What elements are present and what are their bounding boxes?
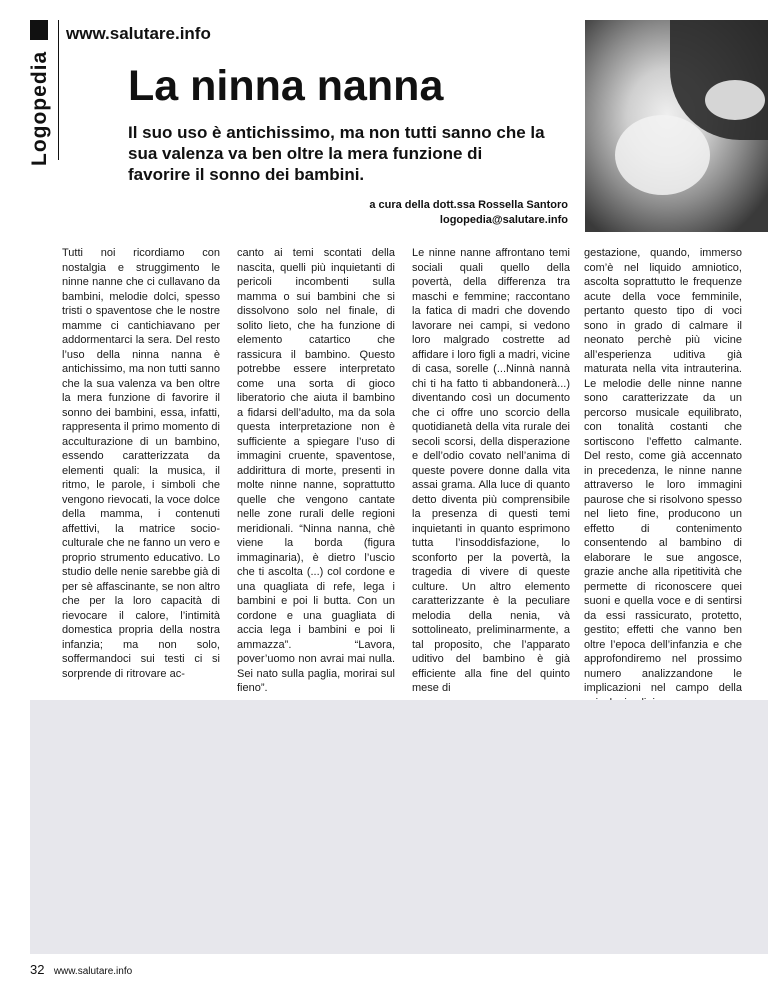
blank-ad-area	[30, 700, 768, 954]
article-subtitle: Il suo uso è antichissimo, ma non tutti sanno che la sua valenza va ben oltre la mera funzione di favorire il sonno dei bambini.	[128, 123, 545, 184]
byline-email[interactable]: logopedia@salutare.info	[439, 214, 568, 226]
article-body	[62, 246, 742, 694]
column-text	[584, 246, 742, 711]
article-column-2	[237, 246, 395, 696]
byline-author: a cura della dott.ssa Rossella Santoro	[369, 199, 568, 211]
section-divider	[58, 20, 59, 160]
article-column-4	[584, 246, 742, 711]
column-text: Tutti noi ricordiamo con nostalgia e struggimento le ninne nanne che ci cullavano da bambini, melodie dolci, spesso tristi o spaventose che le nostre mamme ci cantichiavano per addormentarci la sera. Del resto l’uso della ninna nanna è antichissimo, ma non tutti sanno che la sua valenza va ben oltre la mera funzione di favorire il sonno dei bambini, essa, infatti, rappresenta il primo momento di acculturazione di un bambino, essendo caratterizzata da elementi quali: la musica, il ritmo, le parole, i simboli che vengono rievocati, la voce dolce della mamma, i contenuti affettivi, la matrice socio-culturale che ne fanno un vero e proprio strumento educativo. Lo studio delle nenie sarebbe già di per sè affascinante, se non altro che per la loro capacità di rievocare il calore, l’intimità domestica propria della nostra infanzia; ma non solo, soffermandoci sui testi ci si sorprende di ritrovare ac-	[62, 247, 220, 680]
mother-baby-photo	[585, 20, 768, 232]
byline	[369, 198, 568, 228]
column-text: canto ai temi scontati della nascita, quelli più inquietanti di pericoli incombenti sulla mamma o sui bambini che si dissolvono solo nel finale, di solito lieto, che ha funzione di elemento catartico che rassicura il bambino. Questo potrebbe essere interpretato come una sorta di gioco liberatorio che aiuta il bambino a fidarsi dell’adulto, ma da sola questa interpretazione non è sufficiente a spiegare l’uso di immagini cruente, spaventose, addirittura di morte, presenti in molte ninne nanne, soprattutto quelle che vengono cantate nelle zone rurali delle regioni meridionali. “Ninna nanna, chè viene la borda (figura immaginaria), è dietro l’uscio che ti ascolta (...) col cordone e una quagliata di refe, lega i bambini e poi li butta. Con un cordone e una guagliata di accia lega i bambini e poi li ammazza”. “Lavora, pover’uomo non avrai mai nulla. Sei nato sulla paglia, morirai sul fieno”.	[237, 247, 395, 694]
column-text: Le ninne nanne affrontano temi sociali quali quello della povertà, della differenza tra maschi e femmine; raccontano la fatica di madri che dovendo lavorare nei campi, si vedono loro malgrado costrette ad affidare i loro figli a madri, vicine di casa, sorelle (...Ninnà nannà chi ti ha fatto ti abbandonerà...) diventando così un documento che ci offre uno scorcio della quotidianetà della vita rurale dei secoli scorsi, della disperazione e dell’odio covato nell’anima di queste povere donne dalla vita assai grama. Alla luce di quanto detto diventa più comprensibile la presenza di questi temi inquietanti in quanto esprimono tutta l’insoddisfazione, lo sconforto per la povertà, la tragedia di vivere di queste culture. Un altro elemento caratterizzante è la peculiare melodia della nenia, và sottolineato, preliminarmente, a tal proposito, che l’apparato uditivo del bambino è già efficiente alla fine del quinto mese di	[412, 247, 570, 694]
page-number: 32	[30, 962, 45, 977]
section-label: Logopedia	[28, 50, 51, 166]
footer-site-url[interactable]: www.salutare.info	[53, 966, 133, 977]
article-column-1	[62, 246, 220, 681]
site-url[interactable]: www.salutare.info	[66, 24, 211, 43]
page-footer	[30, 962, 132, 977]
photo-cheek-shape	[705, 80, 765, 120]
section-marker	[30, 20, 48, 40]
article-column-3	[412, 246, 570, 696]
article-title: La ninna nanna	[128, 62, 444, 110]
column-text-content: gestazione, quando, immerso com’è nel liquido amniotico, ascolta soprattutto le frequenze acute della voce femminile, pertanto questo tipo di voci sono in grado di calmare il neonato perchè più vicine all’esperienza uditiva già maturata nella vita intrauterina. Le melodie delle ninne nanne sono caratterizzate da un percorso musicale equilibrato, con tonalità costanti che sortiscono l’effetto calmante. Del resto, come già accennato in precedenza, le ninne nanne attraverso le loro immagini paurose che si risolvono spesso nel lieto fine, producono un effetto di contenimento consentendo al bambino di elaborare le sue angosce, grazie anche alla ripetitività che permette di riconoscere quei suoni e quella voce e di sentirsi da essi rassicurato, protetto, gestito; effetti che vanno ben oltre l’epoca dell’infanzia e che approfondiremo nel prossimo numero analizzandone le implicazioni nel campo della	[584, 247, 742, 694]
photo-baby-face-shape	[615, 115, 710, 195]
